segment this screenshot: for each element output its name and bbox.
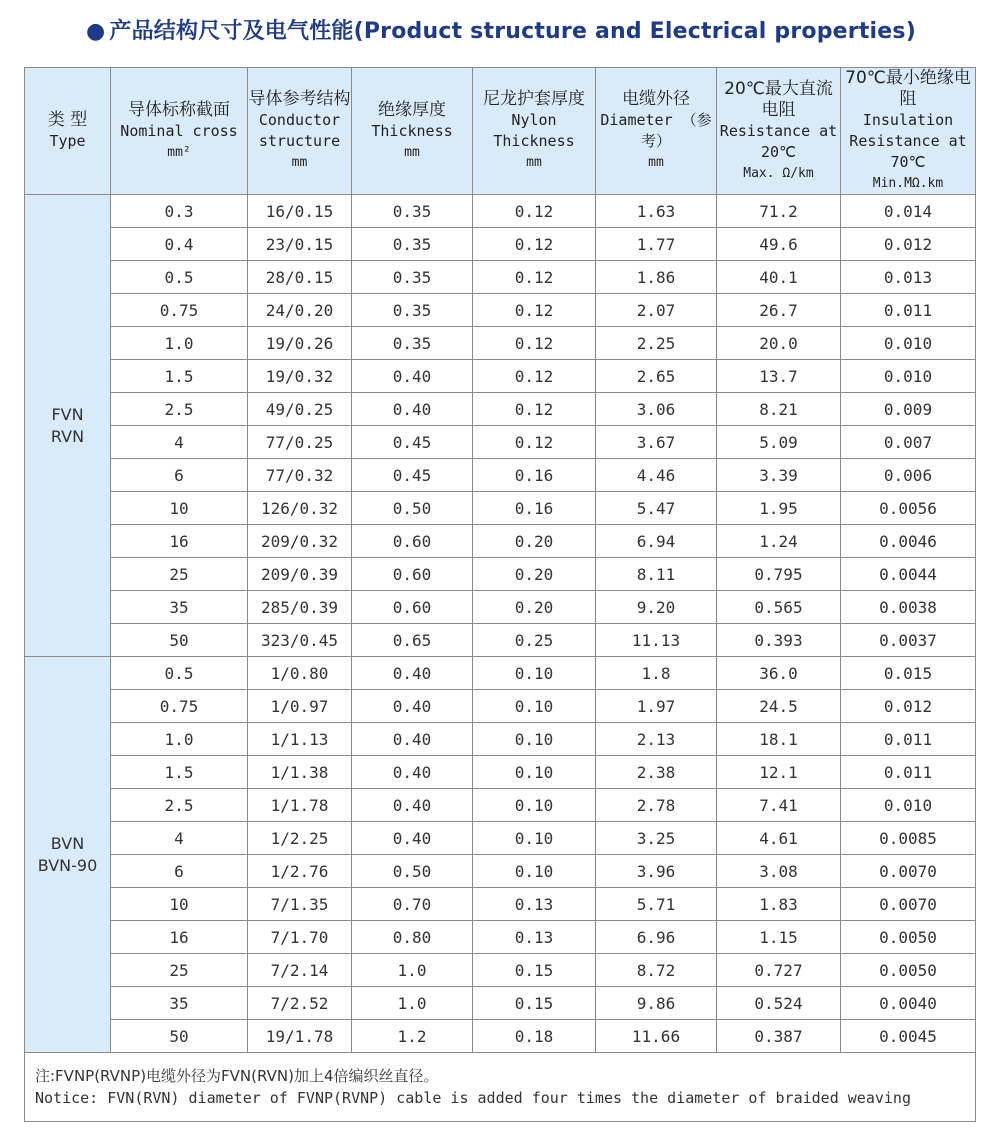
table-cell: 0.0056 — [841, 492, 976, 525]
header-resistance — [717, 68, 841, 195]
header-resistance-zh: 20℃最大直流电阻 — [724, 78, 833, 120]
table-cell: 0.565 — [717, 591, 841, 624]
header-thickness-zh: 绝缘厚度 — [378, 99, 446, 120]
table-cell: 23/0.15 — [248, 228, 352, 261]
table-row — [25, 855, 976, 888]
table-cell: 6 — [111, 459, 248, 492]
table-cell: 25 — [111, 558, 248, 591]
table-cell: 40.1 — [717, 261, 841, 294]
table-cell: 0.10 — [473, 855, 596, 888]
header-conductor-structure — [248, 68, 352, 195]
table-cell: 0.011 — [841, 756, 976, 789]
table-cell: 7/1.35 — [248, 888, 352, 921]
table-cell: 0.80 — [352, 921, 473, 954]
table-cell: 1.5 — [111, 360, 248, 393]
table-cell: 0.009 — [841, 393, 976, 426]
table-cell: 0.10 — [473, 690, 596, 723]
table-row — [25, 921, 976, 954]
header-type-en: Type — [49, 132, 86, 150]
header-nylon-thickness — [473, 68, 596, 195]
page-title — [86, 14, 916, 45]
header-nylon-thickness-zh: 尼龙护套厚度 — [483, 89, 585, 109]
table-cell: 11.66 — [596, 1020, 717, 1053]
table-row — [25, 426, 976, 459]
table-cell: 0.20 — [473, 591, 596, 624]
table-cell: 1.2 — [352, 1020, 473, 1053]
header-thickness-en: Thickness — [371, 121, 453, 140]
header-row — [25, 68, 976, 195]
table-cell: 8.11 — [596, 558, 717, 591]
table-cell: 18.1 — [717, 723, 841, 756]
table-cell: 1.86 — [596, 261, 717, 294]
table-cell: 0.006 — [841, 459, 976, 492]
table-cell: 2.5 — [111, 789, 248, 822]
type-label: FVN — [51, 404, 84, 424]
table-cell: 0.40 — [352, 690, 473, 723]
table-row — [25, 195, 976, 228]
table-body — [25, 195, 976, 1053]
table-cell: 1.97 — [596, 690, 717, 723]
table-cell: 0.60 — [352, 591, 473, 624]
table-cell: 0.393 — [717, 624, 841, 657]
table-cell: 16 — [111, 525, 248, 558]
table-row — [25, 888, 976, 921]
table-cell: 0.13 — [473, 888, 596, 921]
table-cell: 1.95 — [717, 492, 841, 525]
table-cell: 5.47 — [596, 492, 717, 525]
table-cell: 10 — [111, 888, 248, 921]
table-cell: 1.0 — [111, 723, 248, 756]
table-cell: 3.67 — [596, 426, 717, 459]
table-cell: 0.0070 — [841, 888, 976, 921]
table-cell: 0.0040 — [841, 987, 976, 1020]
table-cell: 0.011 — [841, 723, 976, 756]
table-cell: 0.0085 — [841, 822, 976, 855]
table-cell: 0.12 — [473, 360, 596, 393]
table-cell: 323/0.45 — [248, 624, 352, 657]
table-cell: 0.010 — [841, 360, 976, 393]
table-cell: 35 — [111, 987, 248, 1020]
table-cell: 0.5 — [111, 261, 248, 294]
type-label: RVN — [50, 426, 85, 446]
table-cell: 285/0.39 — [248, 591, 352, 624]
table-cell: 7.41 — [717, 789, 841, 822]
table-cell: 49/0.25 — [248, 393, 352, 426]
type-cell — [25, 195, 111, 657]
table-cell: 2.65 — [596, 360, 717, 393]
header-type — [25, 68, 111, 195]
table-cell: 0.4 — [111, 228, 248, 261]
table-cell: 0.795 — [717, 558, 841, 591]
table-row — [25, 822, 976, 855]
table-cell: 0.40 — [352, 360, 473, 393]
table-cell: 6.94 — [596, 525, 717, 558]
table-cell: 0.3 — [111, 195, 248, 228]
table-cell: 24.5 — [717, 690, 841, 723]
header-resistance-unit: Max. Ω/km — [743, 165, 814, 181]
table-cell: 50 — [111, 624, 248, 657]
table-cell: 6.96 — [596, 921, 717, 954]
table-cell: 0.10 — [473, 756, 596, 789]
table-cell: 0.40 — [352, 789, 473, 822]
table-cell: 0.015 — [841, 657, 976, 690]
table-cell: 2.07 — [596, 294, 717, 327]
table-cell: 7/2.14 — [248, 954, 352, 987]
header-nominal-cross — [111, 68, 248, 195]
table-cell: 8.72 — [596, 954, 717, 987]
table-cell: 2.25 — [596, 327, 717, 360]
table-cell: 2.13 — [596, 723, 717, 756]
table-cell: 4 — [111, 426, 248, 459]
table-cell: 0.15 — [473, 954, 596, 987]
table-cell: 0.40 — [352, 756, 473, 789]
table-cell: 3.39 — [717, 459, 841, 492]
table-cell: 3.25 — [596, 822, 717, 855]
table-cell: 50 — [111, 1020, 248, 1053]
table-cell: 0.45 — [352, 426, 473, 459]
table-cell: 1.0 — [352, 987, 473, 1020]
table-cell: 0.0045 — [841, 1020, 976, 1053]
table-cell: 1/1.38 — [248, 756, 352, 789]
table-cell: 5.09 — [717, 426, 841, 459]
table-cell: 24/0.20 — [248, 294, 352, 327]
header-thickness — [352, 68, 473, 195]
header-nylon-thickness-unit: mm — [526, 155, 542, 170]
table-row — [25, 327, 976, 360]
table-cell: 4 — [111, 822, 248, 855]
header-thickness-unit: mm — [404, 144, 420, 160]
table-cell: 0.50 — [352, 855, 473, 888]
table-cell: 9.20 — [596, 591, 717, 624]
table-cell: 2.38 — [596, 756, 717, 789]
header-diameter — [596, 68, 717, 195]
table-cell: 0.10 — [473, 723, 596, 756]
table-cell: 1/1.13 — [248, 723, 352, 756]
table-cell: 1/0.97 — [248, 690, 352, 723]
table-cell: 0.0070 — [841, 855, 976, 888]
table-cell: 0.20 — [473, 525, 596, 558]
table-cell: 0.12 — [473, 426, 596, 459]
table-cell: 4.61 — [717, 822, 841, 855]
table-row — [25, 294, 976, 327]
table-cell: 0.50 — [352, 492, 473, 525]
table-cell: 0.40 — [352, 723, 473, 756]
page-title-text: 产品结构尺寸及电气性能(Product structure and Electrical properties) — [109, 19, 916, 44]
type-label: BVN — [50, 833, 85, 853]
table-cell: 0.60 — [352, 525, 473, 558]
table-cell: 1.24 — [717, 525, 841, 558]
header-nylon-thickness-en: Nylon Thickness — [493, 111, 575, 150]
table-cell: 0.12 — [473, 228, 596, 261]
table-row — [25, 789, 976, 822]
table-cell: 19/0.32 — [248, 360, 352, 393]
bullet-icon: ● — [86, 19, 106, 44]
table-cell: 0.10 — [473, 657, 596, 690]
type-cell — [25, 657, 111, 1053]
table-row — [25, 624, 976, 657]
table-cell: 0.0046 — [841, 525, 976, 558]
table-cell: 1/2.25 — [248, 822, 352, 855]
table-cell: 0.40 — [352, 822, 473, 855]
table-cell: 0.35 — [352, 228, 473, 261]
table-cell: 0.12 — [473, 294, 596, 327]
table-cell: 0.35 — [352, 195, 473, 228]
table-cell: 0.13 — [473, 921, 596, 954]
table-row — [25, 690, 976, 723]
table-row — [25, 360, 976, 393]
header-type-zh: 类 型 — [47, 110, 88, 130]
table-cell: 0.0037 — [841, 624, 976, 657]
table-cell: 0.16 — [473, 459, 596, 492]
table-cell: 1/1.78 — [248, 789, 352, 822]
table-cell: 9.86 — [596, 987, 717, 1020]
table-cell: 71.2 — [717, 195, 841, 228]
header-insulation-resistance-en: Insulation Resistance at 70℃ — [849, 111, 967, 171]
table-row — [25, 756, 976, 789]
table-cell: 0.40 — [352, 657, 473, 690]
table-cell: 0.70 — [352, 888, 473, 921]
table-cell: 1.83 — [717, 888, 841, 921]
table-cell: 0.0050 — [841, 921, 976, 954]
table-cell: 209/0.39 — [248, 558, 352, 591]
table-cell: 0.524 — [717, 987, 841, 1020]
type-label: BVN-90 — [37, 855, 98, 875]
table-cell: 16/0.15 — [248, 195, 352, 228]
table-cell: 20.0 — [717, 327, 841, 360]
table-cell: 0.65 — [352, 624, 473, 657]
table-cell: 10 — [111, 492, 248, 525]
table-row — [25, 591, 976, 624]
table-cell: 0.35 — [352, 294, 473, 327]
table-cell: 16 — [111, 921, 248, 954]
table-cell: 28/0.15 — [248, 261, 352, 294]
table-cell: 1.8 — [596, 657, 717, 690]
table-row — [25, 459, 976, 492]
table-cell: 0.727 — [717, 954, 841, 987]
header-nominal-cross-unit: mm² — [167, 144, 191, 160]
table-cell: 0.011 — [841, 294, 976, 327]
table-cell: 12.1 — [717, 756, 841, 789]
table-cell: 7/1.70 — [248, 921, 352, 954]
table-cell: 19/1.78 — [248, 1020, 352, 1053]
table-cell: 0.15 — [473, 987, 596, 1020]
table-cell: 3.08 — [717, 855, 841, 888]
table-cell: 0.25 — [473, 624, 596, 657]
table-cell: 0.40 — [352, 393, 473, 426]
table-cell: 0.12 — [473, 261, 596, 294]
table-row — [25, 261, 976, 294]
table-cell: 0.10 — [473, 789, 596, 822]
table-cell: 25 — [111, 954, 248, 987]
table-cell: 26.7 — [717, 294, 841, 327]
table-cell: 0.013 — [841, 261, 976, 294]
table-cell: 0.45 — [352, 459, 473, 492]
table-cell: 0.012 — [841, 228, 976, 261]
table-cell: 7/2.52 — [248, 987, 352, 1020]
header-diameter-zh: 电缆外径 — [622, 89, 690, 109]
table-cell: 3.06 — [596, 393, 717, 426]
table-cell: 1.15 — [717, 921, 841, 954]
table-cell: 49.6 — [717, 228, 841, 261]
header-insulation-resistance — [841, 68, 976, 195]
table-cell: 6 — [111, 855, 248, 888]
table-cell: 0.007 — [841, 426, 976, 459]
table-cell: 0.12 — [473, 327, 596, 360]
table-cell: 1.5 — [111, 756, 248, 789]
table-cell: 19/0.26 — [248, 327, 352, 360]
table-cell: 1/2.76 — [248, 855, 352, 888]
table-cell: 0.35 — [352, 261, 473, 294]
table-cell: 1.63 — [596, 195, 717, 228]
table-row — [25, 1020, 976, 1053]
table-cell: 0.35 — [352, 327, 473, 360]
table-cell: 35 — [111, 591, 248, 624]
table-cell: 209/0.32 — [248, 525, 352, 558]
header-resistance-en: Resistance at 20℃ — [719, 121, 838, 161]
table-cell: 0.12 — [473, 195, 596, 228]
table-cell: 77/0.25 — [248, 426, 352, 459]
table-cell: 0.18 — [473, 1020, 596, 1053]
table-cell: 8.21 — [717, 393, 841, 426]
header-nominal-cross-en: Nominal cross — [120, 121, 238, 140]
table-cell: 1.77 — [596, 228, 717, 261]
table-cell: 0.0038 — [841, 591, 976, 624]
table-cell: 0.12 — [473, 393, 596, 426]
header-conductor-structure-en: Conductor structure — [258, 111, 341, 150]
table-cell: 0.20 — [473, 558, 596, 591]
table-cell: 0.0044 — [841, 558, 976, 591]
table-cell: 5.71 — [596, 888, 717, 921]
table-cell: 0.5 — [111, 657, 248, 690]
table-cell: 3.96 — [596, 855, 717, 888]
table-row — [25, 492, 976, 525]
header-nominal-cross-zh: 导体标称截面 — [128, 99, 230, 120]
table-row — [25, 657, 976, 690]
table-cell: 11.13 — [596, 624, 717, 657]
table-cell: 0.010 — [841, 327, 976, 360]
table-cell: 0.387 — [717, 1020, 841, 1053]
table-row — [25, 987, 976, 1020]
header-insulation-resistance-zh: 70℃最小绝缘电阻 — [845, 68, 971, 109]
table-cell: 1.0 — [111, 327, 248, 360]
table-row — [25, 723, 976, 756]
table-cell: 0.014 — [841, 195, 976, 228]
note-zh: 注:FVNP(RVNP)电缆外径为FVN(RVN)加上4倍编织丝直径。 — [35, 1067, 439, 1085]
notes-cell — [25, 1053, 976, 1122]
table-row — [25, 228, 976, 261]
table-cell: 2.5 — [111, 393, 248, 426]
header-diameter-en: Diameter （参考） — [600, 111, 712, 150]
table-cell: 0.0050 — [841, 954, 976, 987]
table-cell: 77/0.32 — [248, 459, 352, 492]
table-cell: 1/0.80 — [248, 657, 352, 690]
spec-table — [24, 67, 976, 1122]
table-cell: 13.7 — [717, 360, 841, 393]
header-insulation-resistance-unit: Min.MΩ.km — [872, 176, 944, 191]
table-cell: 1.0 — [352, 954, 473, 987]
table-cell: 126/0.32 — [248, 492, 352, 525]
table-cell: 0.10 — [473, 822, 596, 855]
header-diameter-unit: mm — [648, 155, 664, 170]
notes-row — [25, 1053, 976, 1122]
table-cell: 0.75 — [111, 690, 248, 723]
table-cell: 2.78 — [596, 789, 717, 822]
table-cell: 4.46 — [596, 459, 717, 492]
note-en: Notice: FVN(RVN) diameter of FVNP(RVNP) cable is added four times the diameter of braided weaving — [35, 1089, 911, 1107]
table-row — [25, 525, 976, 558]
table-cell: 0.60 — [352, 558, 473, 591]
table-cell: 0.75 — [111, 294, 248, 327]
table-row — [25, 954, 976, 987]
header-conductor-structure-zh: 导体参考结构 — [248, 89, 351, 109]
header-conductor-structure-unit: mm — [291, 155, 308, 170]
table-cell: 0.16 — [473, 492, 596, 525]
table-cell: 36.0 — [717, 657, 841, 690]
table-row — [25, 393, 976, 426]
table-row — [25, 558, 976, 591]
table-cell: 0.012 — [841, 690, 976, 723]
table-cell: 0.010 — [841, 789, 976, 822]
